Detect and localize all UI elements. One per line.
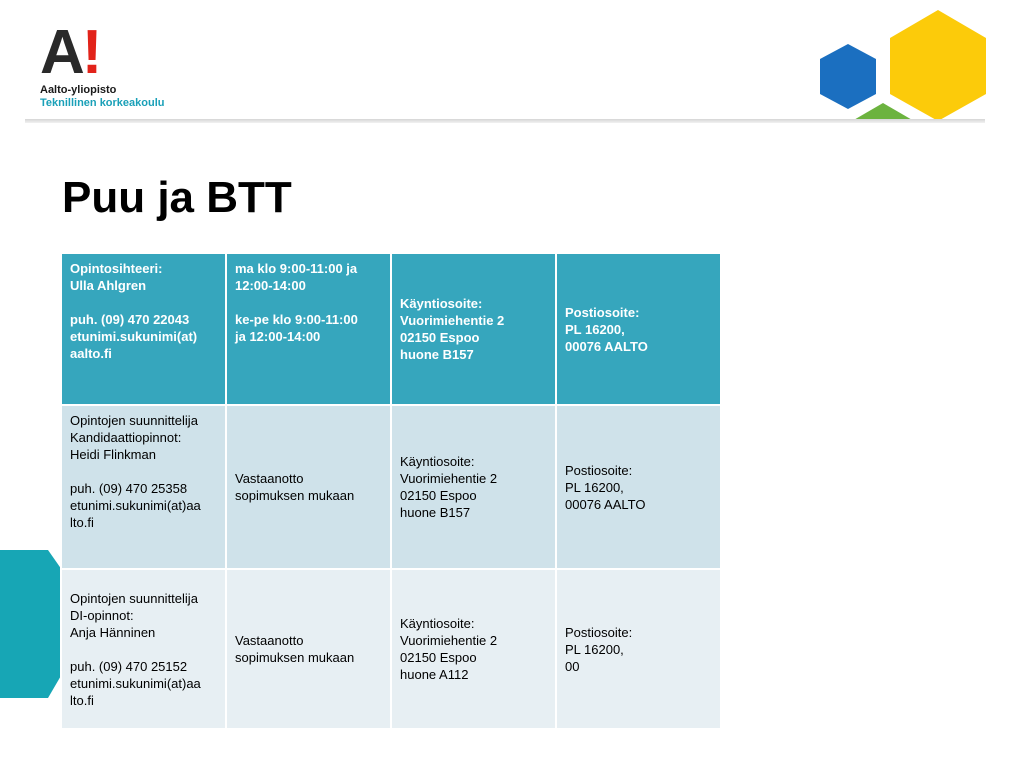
logo-subtitle: Teknillinen korkeakoulu <box>40 97 165 109</box>
cell-postal-address: Postiosoite: PL 16200, 00076 AALTO <box>556 405 721 569</box>
cell-appointment: Vastaanotto sopimuksen mukaan <box>226 569 391 729</box>
page-title: Puu ja BTT <box>62 173 292 222</box>
cell-postal-address: Postiosoite: PL 16200, 00 <box>556 569 721 729</box>
table-row-header <box>61 253 721 405</box>
hex-yellow-shape <box>890 10 986 121</box>
cell-opening-hours: ma klo 9:00-11:00 ja 12:00-14:00 ke-pe klo 9:00-11:00 ja 12:00-14:00 <box>226 253 391 405</box>
logo-letter: A <box>40 18 82 87</box>
cell-visiting-address: Käyntiosoite: Vuorimiehentie 2 02150 Espoo huone B157 <box>391 253 556 405</box>
cell-secretary: Opintosihteeri: Ulla Ahlgren puh. (09) 470 22043 etunimi.sukunimi(at) aalto.fi <box>61 253 226 405</box>
table-row <box>61 405 721 569</box>
contacts-table <box>60 252 722 730</box>
cell-planner-master: Opintojen suunnittelija DI-opinnot: Anja Hänninen puh. (09) 470 25152 etunimi.sukunimi(at)aa lto.fi <box>61 569 226 729</box>
cell-visiting-address: Käyntiosoite: Vuorimiehentie 2 02150 Espoo huone A112 <box>391 569 556 729</box>
cell-appointment: Vastaanotto sopimuksen mukaan <box>226 405 391 569</box>
cell-visiting-address: Käyntiosoite: Vuorimiehentie 2 02150 Espoo huone B157 <box>391 405 556 569</box>
hex-blue-shape <box>820 44 876 109</box>
cell-planner-bachelor: Opintojen suunnittelija Kandidaattiopinnot: Heidi Flinkman puh. (09) 470 25358 etunimi.sukunimi(at)aa lto.fi <box>61 405 226 569</box>
hexagon-decoration <box>0 0 1024 130</box>
logo-name: Aalto-yliopisto <box>40 84 117 96</box>
table-row <box>61 569 721 729</box>
header-divider <box>25 119 985 123</box>
side-teal-shape <box>0 550 62 698</box>
logo-exclaim: ! <box>81 18 100 87</box>
cell-postal-address: Postiosoite: PL 16200, 00076 AALTO <box>556 253 721 405</box>
